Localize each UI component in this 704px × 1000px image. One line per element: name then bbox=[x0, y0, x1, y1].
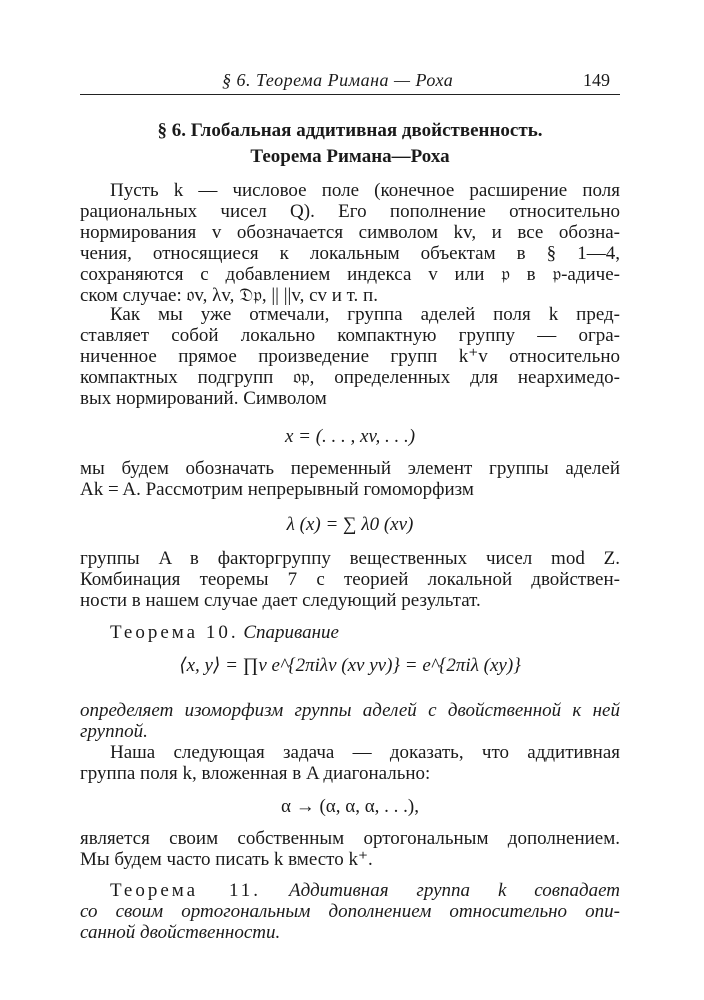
text-line: Комбинация теоремы 7 с теорией локальной двойствен- bbox=[80, 569, 620, 590]
text-line: Аддитивная группа k совпадает bbox=[288, 880, 621, 901]
text-line: компактных подгрупп 𝔬𝔭, определенных для неархимедо- bbox=[80, 367, 620, 388]
section-title-line2: Теорема Римана—Роха bbox=[250, 146, 450, 167]
formula-homomorphism: λ (x) = ∑ λ0 (xv) bbox=[286, 514, 414, 535]
paragraph-6 bbox=[80, 828, 620, 870]
section-title-line1: § 6. Глобальная аддитивная двойственность. bbox=[157, 120, 543, 141]
text-line: рациональных чисел Q). Его пополнение относительно bbox=[80, 201, 620, 222]
text-line: ском случае: 𝔬v, λv, 𝔇𝔭, || ||v, cv и т. п. bbox=[80, 285, 378, 306]
page-number: 149 bbox=[583, 70, 610, 90]
text-line: является своим собственным ортогональным дополнением. bbox=[80, 828, 620, 849]
paragraph-2 bbox=[80, 304, 620, 409]
text-line: группы A в факторгруппу вещественных чисел mod Z. bbox=[80, 548, 620, 569]
text-line: Наша следующая задача — доказать, что аддитивная bbox=[110, 742, 620, 763]
theorem-11 bbox=[80, 880, 620, 943]
text-line: Ak = A. Рассмотрим непрерывный гомоморфизм bbox=[80, 479, 474, 500]
text-line: мы будем обозначать переменный элемент группы аделей bbox=[80, 458, 620, 479]
theorem-11-label: Теорема 11. bbox=[110, 880, 262, 901]
theorem-10-lead: Спаривание bbox=[243, 622, 339, 643]
text-line: ности в нашем случае дает следующий результат. bbox=[80, 590, 481, 611]
section-heading bbox=[80, 118, 620, 170]
text-line: сохраняются с добавлением индекса v или 𝔭 в 𝔭-адиче- bbox=[80, 264, 620, 285]
theorem-10-text bbox=[80, 700, 620, 742]
paragraph-5 bbox=[80, 742, 620, 784]
theorem-10-label: Теорема 10. bbox=[110, 622, 239, 643]
paragraph-3 bbox=[80, 458, 620, 500]
paragraph-1 bbox=[80, 180, 620, 306]
text-line: со своим ортогональным дополнением относительно опи- bbox=[80, 901, 620, 922]
formula-adele-element: x = (. . . , xv, . . .) bbox=[284, 426, 416, 447]
text-line: определяет изоморфизм группы аделей с двойственной к ней bbox=[80, 700, 620, 721]
text-line: Мы будем часто писать k вместо k⁺. bbox=[80, 849, 373, 870]
text-line: группой. bbox=[80, 721, 148, 742]
text-line: группа поля k, вложенная в A диагонально: bbox=[80, 763, 431, 784]
running-title: § 6. Теорема Римана — Роха bbox=[222, 70, 454, 90]
text-line: Как мы уже отмечали, группа аделей поля k пред- bbox=[110, 304, 620, 325]
text-line: нормирования v обозначается символом kv, и все обозна- bbox=[80, 222, 620, 243]
text-line: чения, относящиеся к локальным объектам в § 1—4, bbox=[80, 243, 620, 264]
text-line: ставляет собой локально компактную группу — огра- bbox=[80, 325, 620, 346]
text-line: вых нормирований. Символом bbox=[80, 388, 327, 409]
paragraph-4 bbox=[80, 548, 620, 611]
formula-diagonal-embedding: α → (α, α, α, . . .), bbox=[281, 796, 419, 817]
running-header bbox=[80, 66, 620, 95]
theorem-10-heading bbox=[80, 622, 620, 643]
text-line: санной двойственности. bbox=[80, 922, 281, 943]
text-line: ниченное прямое произведение групп k⁺v относительно bbox=[80, 346, 620, 367]
formula-pairing: ⟨x, y⟩ = ∏v e^{2πiλv (xv yv)} = e^{2πiλ (xy)} bbox=[179, 655, 521, 676]
text-line: Пусть k — числовое поле (конечное расширение поля bbox=[110, 180, 620, 201]
